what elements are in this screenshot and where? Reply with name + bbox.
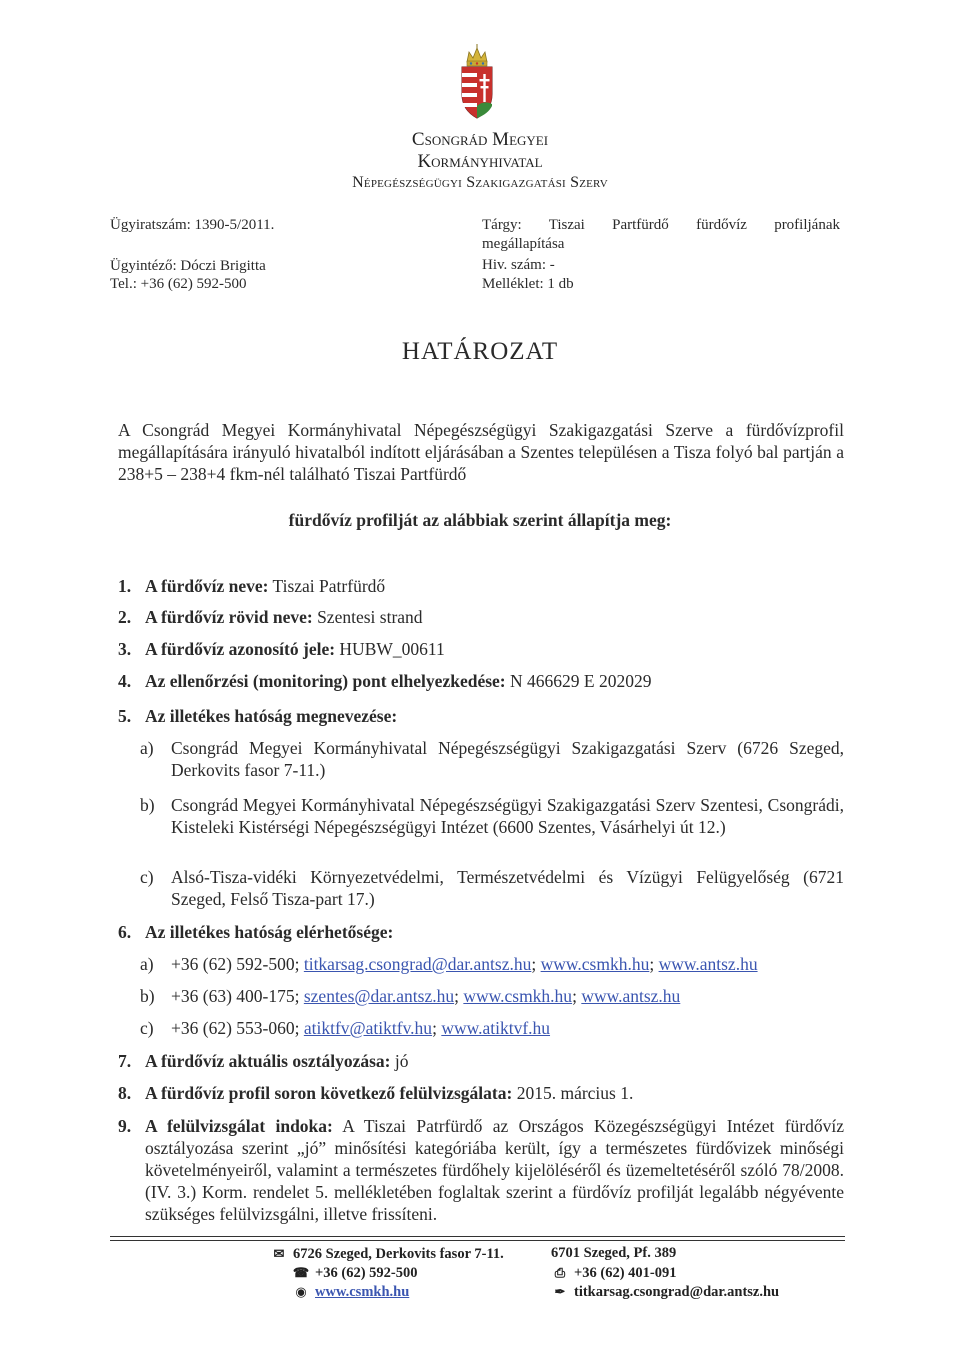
- contact-email-link[interactable]: szentes@dar.antsz.hu: [303, 986, 455, 1006]
- contact-email-link[interactable]: titkarsag.csongrad@dar.antsz.hu: [303, 954, 532, 974]
- item-value: Tiszai Patrfürdő: [268, 576, 386, 596]
- contact-phone: +36 (62) 553-060;: [171, 1018, 304, 1038]
- item-review-reason: [118, 1115, 844, 1227]
- decision-subheading: fürdővíz profilját az alábbiak szerint állapítja meg:: [288, 510, 672, 530]
- footer-address-text: 6726 Szeged, Derkovits fasor 7-11.: [293, 1246, 504, 1262]
- item-value: Szentesi strand: [312, 607, 423, 627]
- coat-of-arms-logo: [453, 44, 501, 124]
- item-label: A fürdővíz aktuális osztályozása:: [145, 1051, 391, 1071]
- authority-a: [140, 737, 844, 781]
- contact-web-link[interactable]: www.antsz.hu: [658, 954, 758, 974]
- item-label: A fürdővíz neve:: [145, 576, 269, 596]
- file-number: Ügyiratszám: 1390-5/2011.: [110, 217, 275, 233]
- item-value: 2015. március 1.: [512, 1083, 634, 1103]
- authority-b: [140, 794, 844, 860]
- item-label: Az illetékes hatóság elérhetősége:: [145, 922, 394, 942]
- footer-divider: [110, 1236, 845, 1237]
- contact-phone: +36 (62) 592-500;: [171, 954, 304, 974]
- fax-icon: ⎙: [554, 1265, 566, 1280]
- footer-email: [551, 1282, 779, 1302]
- item-number: 8.: [118, 1083, 132, 1103]
- footer-fax-text: +36 (62) 401-091: [574, 1265, 677, 1281]
- reference-number: Hiv. szám: -: [482, 257, 555, 273]
- mailbox-icon: ✉: [273, 1246, 285, 1261]
- item-label: A felülvizsgálat indoka:: [145, 1116, 333, 1136]
- clerk-phone: Tel.: +36 (62) 592-500: [110, 276, 247, 292]
- footer-fax: [551, 1263, 677, 1283]
- intro-paragraph: A Csongrád Megyei Kormányhivatal Népegészségügyi Szakigazgatási Szerve a fürdővízprofil megállapítására irányuló hivatalból indított eljárásában a Szentes településen a Tisza folyó bal partján a 238+5 – 238+4 fkm-nél található Tiszai Partfürdő: [118, 420, 844, 484]
- footer-address: [270, 1244, 504, 1264]
- footer-phone-text: +36 (62) 592-500: [315, 1265, 418, 1281]
- item-label: Az ellenőrzési (monitoring) pont elhelyezkedése:: [145, 671, 506, 691]
- separator: ;: [432, 1018, 442, 1038]
- footer-pobox: 6701 Szeged, Pf. 389: [551, 1245, 677, 1261]
- sub-label: b): [140, 795, 155, 815]
- sub-label: c): [140, 1018, 154, 1038]
- item-value: A Tiszai Patrfürdő az Országos Közegészségügyi Intézet fürdővíz osztályozása szerint „jó” minősítési kategóriába került, így a természetes fürdővizek minőségi követelményeiről, valamint a természetes fürdőhely kijelöléséről és üzemeltetéséről szóló 78/2008. (IV. 3.) Korm. rendelet 5. mellékletében foglaltak szerint a fürdővíz profilját legalább négyévente szükséges felülvizsgálni, illetve frissíteni.: [145, 1116, 844, 1224]
- contact-web-link[interactable]: www.atiktvf.hu: [441, 1018, 551, 1038]
- separator: ;: [572, 986, 582, 1006]
- separator: ;: [531, 954, 541, 974]
- item-label: A fürdővíz azonosító jele:: [145, 639, 336, 659]
- contact-web-link[interactable]: www.csmkh.hu: [463, 986, 573, 1006]
- item-value: HUBW_00611: [335, 639, 445, 659]
- item-number: 9.: [118, 1116, 132, 1136]
- phone-icon: ☎: [292, 1265, 310, 1280]
- sub-text: Alsó-Tisza-vidéki Környezetvédelmi, Természetvédelmi és Vízügyi Felügyelőség (6721 Szeged, Felső Tisza-part 17.): [171, 867, 844, 909]
- pen-icon: ✒: [554, 1284, 566, 1299]
- contact-web-link[interactable]: www.csmkh.hu: [540, 954, 650, 974]
- item-number: 1.: [118, 576, 132, 596]
- item-number: 6.: [118, 922, 132, 942]
- footer-web-link[interactable]: www.csmkh.hu: [315, 1284, 410, 1300]
- item-number: 5.: [118, 706, 132, 726]
- institution-line-1: Csongrád Megyei: [411, 129, 549, 150]
- item-number: 3.: [118, 639, 132, 659]
- separator: ;: [454, 986, 464, 1006]
- sub-text: Csongrád Megyei Kormányhivatal Népegészségügyi Szakigazgatási Szerv (6726 Szeged, Derkovits fasor 7-11.): [171, 738, 844, 780]
- contact-email-link[interactable]: atiktfv@atiktfv.hu: [303, 1018, 433, 1038]
- footer-web: [292, 1282, 409, 1302]
- item-value: N 466629 E 202029: [505, 671, 652, 691]
- authority-c: [140, 866, 844, 910]
- item-label: A fürdővíz profil soron következő felülvizsgálata:: [145, 1083, 513, 1103]
- footer-divider: [110, 1240, 845, 1241]
- item-value: jó: [390, 1051, 409, 1071]
- sub-label: b): [140, 986, 155, 1006]
- item-number: 4.: [118, 671, 132, 691]
- footer-email-text[interactable]: titkarsag.csongrad@dar.antsz.hu: [574, 1284, 780, 1300]
- institution-line-3: Népegészségügyi Szakigazgatási Szerv: [352, 174, 608, 191]
- document-title: HATÁROZAT: [401, 338, 559, 365]
- sub-label: a): [140, 738, 154, 758]
- item-number: 7.: [118, 1051, 132, 1071]
- globe-icon: ◉: [295, 1284, 307, 1299]
- attachment-count: Melléklet: 1 db: [482, 276, 574, 292]
- sub-label: a): [140, 954, 154, 974]
- contact-phone: +36 (63) 400-175;: [171, 986, 304, 1006]
- institution-line-2: Kormányhivatal: [417, 151, 543, 172]
- item-label: A fürdővíz rövid neve:: [145, 607, 313, 627]
- subject-line-2: megállapítása: [482, 236, 565, 252]
- sub-text: Csongrád Megyei Kormányhivatal Népegészségügyi Szakigazgatási Szerv Szentesi, Csongrádi, Kisteleki Kistérségi Népegészségügyi Intézet (6600 Szentes, Vásárhelyi út 12.): [171, 795, 844, 837]
- item-number: 2.: [118, 607, 132, 627]
- contact-web-link[interactable]: www.antsz.hu: [581, 986, 681, 1006]
- sub-label: c): [140, 867, 154, 887]
- footer-phone: [292, 1263, 418, 1283]
- item-label: Az illetékes hatóság megnevezése:: [145, 706, 398, 726]
- clerk-name: Ügyintéző: Dóczi Brigitta: [110, 258, 266, 274]
- separator: ;: [649, 954, 659, 974]
- subject-line-1: Tárgy: Tiszai Partfürdő fürdővíz profiljának: [482, 217, 840, 233]
